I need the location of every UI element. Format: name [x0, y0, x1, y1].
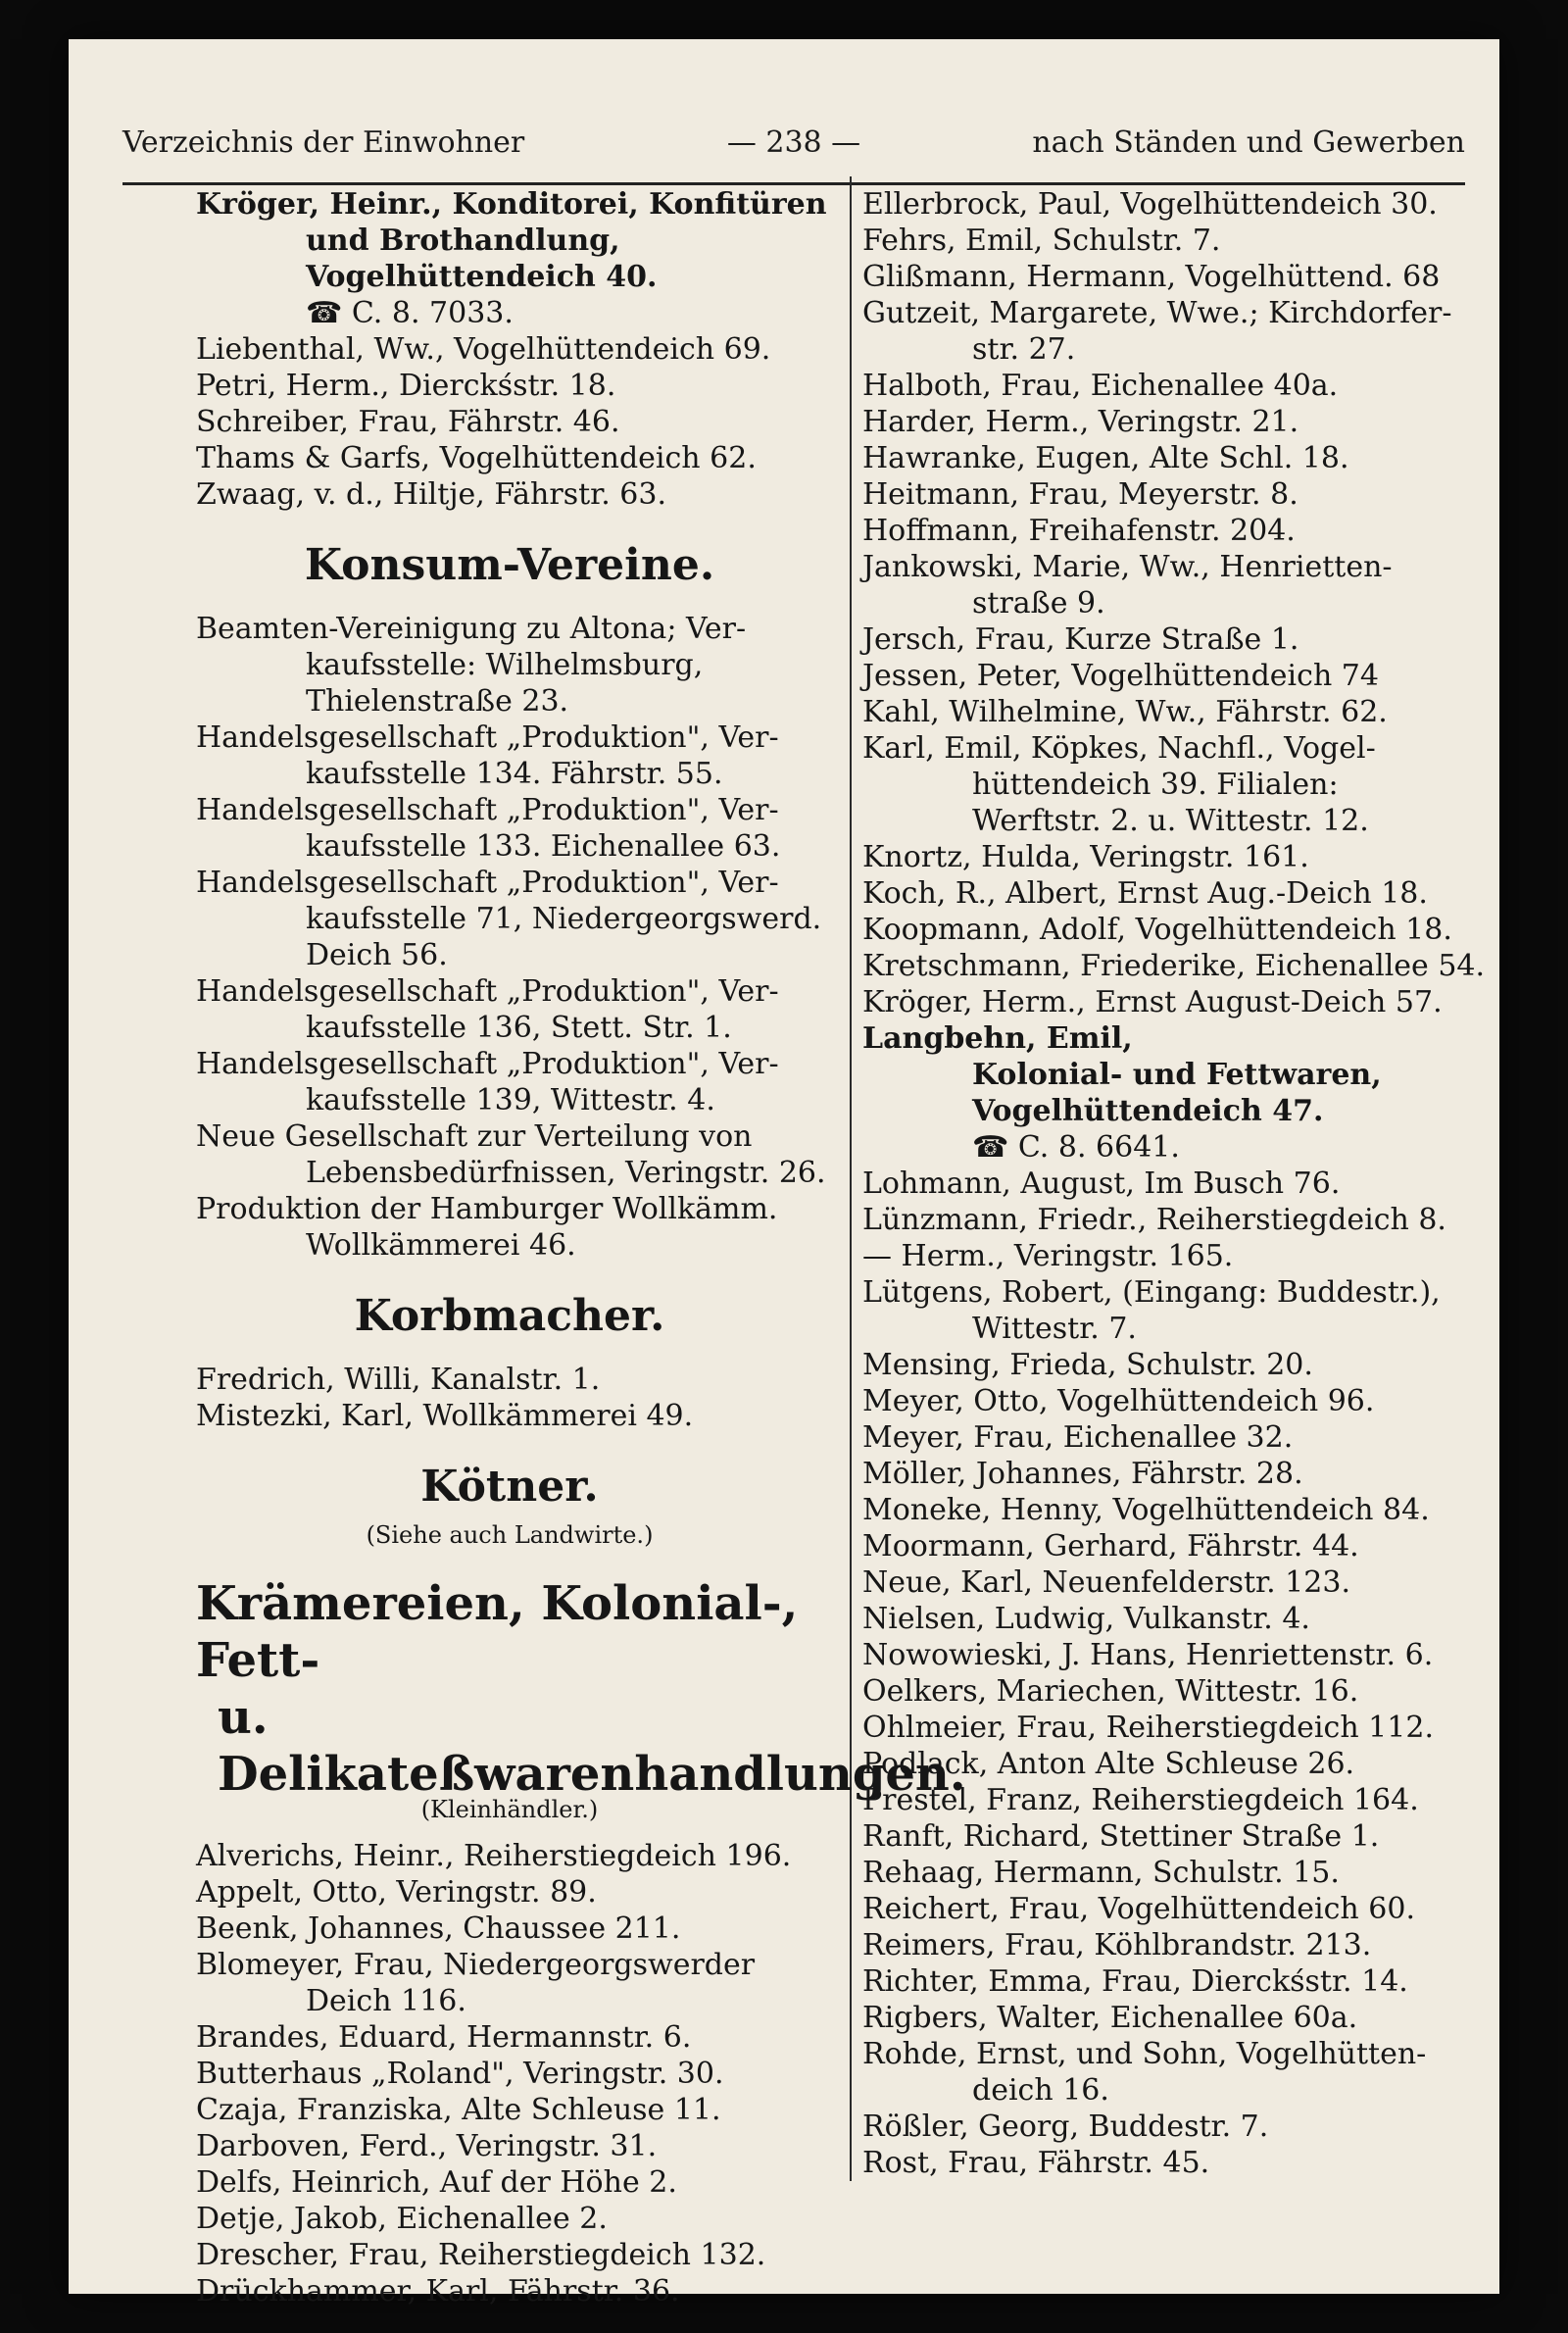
entry-line: Handelsgesellschaft „Produktion", Ver-	[196, 720, 779, 755]
entry-line: Podlack, Anton Alte Schleuse 26.	[862, 1747, 1355, 1781]
entry-line: Liebenthal, Ww., Vogelhüttendeich 69.	[196, 332, 771, 367]
entry-line: Reichert, Frau, Vogelhüttendeich 60.	[862, 1892, 1415, 1926]
entry-line: Beamten-Vereinigung zu Altona; Ver-	[196, 612, 747, 646]
entry-line: Rößler, Georg, Buddestr. 7.	[862, 2110, 1269, 2144]
entry-line: Ohlmeier, Frau, Reiherstiegdeich 112.	[862, 1711, 1434, 1745]
directory-entry	[862, 1166, 1475, 1202]
entry-line: Blomeyer, Frau, Niedergeorgswerder	[196, 1948, 756, 1982]
entry-line: Neue Gesellschaft zur Verteilung von	[196, 1119, 753, 1154]
entry-line: Karl, Emil, Köpkes, Nachfl., Vogel-	[862, 731, 1376, 766]
directory-entry	[862, 1347, 1475, 1383]
entry-line: Lütgens, Robert, (Eingang: Buddestr.),	[862, 1275, 1441, 1310]
entry-line: Richter, Emma, Frau, Dierckśstr. 14.	[862, 1964, 1408, 1999]
entry-line: Werftstr. 2. u. Wittestr. 12.	[972, 804, 1369, 838]
directory-entry	[862, 223, 1475, 259]
entry-line: Schreiber, Frau, Fährstr. 46.	[196, 405, 620, 439]
section-note: (Kleinhändler.)	[420, 1796, 599, 1823]
entry-line: Rigbers, Walter, Eichenallee 60a.	[862, 2001, 1358, 2035]
directory-entry	[862, 1202, 1475, 1238]
directory-entry	[862, 404, 1475, 440]
directory-entry	[862, 730, 1475, 839]
entry-line: Halboth, Frau, Eichenallee 40a.	[862, 369, 1339, 403]
advert-entry	[196, 186, 827, 295]
section-heading-line: Krämereien, Kolonial-, Fett-	[196, 1576, 799, 1688]
entry-line: Kröger, Herm., Ernst August-Deich 57.	[862, 985, 1443, 1019]
directory-entry	[862, 440, 1475, 476]
directory-entry	[196, 2092, 823, 2128]
entry-line: — Herm., Veringstr. 165.	[862, 1239, 1234, 1273]
right-column	[862, 186, 1486, 2181]
entry-line: Harder, Herm., Veringstr. 21.	[862, 405, 1299, 439]
entry-line: Nowowieski, J. Hans, Henriettenstr. 6.	[862, 1638, 1434, 1672]
entry-line: Fredrich, Willi, Kanalstr. 1.	[196, 1363, 601, 1397]
entry-line: Ranft, Richard, Stettiner Straße 1.	[862, 1819, 1380, 1854]
entry-line: Möller, Johannes, Fährstr. 28.	[862, 1457, 1303, 1491]
directory-entry	[862, 1782, 1475, 1818]
section-heading-line: u. Delikateßwarenhandlungen.	[218, 1690, 966, 1802]
entry-line: Kröger, Heinr., Konditorei, Konfitüren	[196, 187, 827, 222]
entry-line: Hoffmann, Freihafenstr. 204.	[862, 514, 1296, 548]
entry-line: Hawranke, Eugen, Alte Schl. 18.	[862, 441, 1349, 475]
directory-entry	[862, 1963, 1475, 2000]
entry-line: Jersch, Frau, Kurze Straße 1.	[862, 622, 1299, 657]
section-heading: Konsum-Vereine.	[304, 540, 715, 590]
directory-entry	[196, 404, 823, 440]
entry-line: Rohde, Ernst, und Sohn, Vogelhütten-	[862, 2037, 1427, 2071]
entry-line: Butterhaus „Roland", Veringstr. 30.	[196, 2057, 724, 2091]
entry-line: Ellerbrock, Paul, Vogelhüttendeich 30.	[862, 187, 1438, 222]
entry-line: kaufsstelle 71, Niedergeorgswerd.	[306, 902, 822, 936]
entry-line: Darboven, Ferd., Veringstr. 31.	[196, 2129, 658, 2163]
directory-entry	[862, 1419, 1475, 1456]
directory-entry	[196, 2201, 823, 2237]
entry-line: Jessen, Peter, Vogelhüttendeich 74	[862, 659, 1379, 693]
header-left: Verzeichnis der Einwohner	[122, 125, 525, 160]
entry-line: Kolonial- und Fettwaren,	[972, 1058, 1382, 1092]
entry-line: kaufsstelle 133. Eichenallee 63.	[306, 829, 781, 864]
entry-line: Petri, Herm., Dierckśstr. 18.	[196, 369, 616, 403]
directory-entry	[196, 1191, 823, 1264]
directory-entry	[862, 875, 1475, 912]
entry-line: Drückhammer, Karl, Fährstr. 36.	[196, 2274, 680, 2308]
directory-entry	[862, 1746, 1475, 1782]
directory-entry	[862, 476, 1475, 513]
entry-line: kaufsstelle: Wilhelmsburg,	[306, 648, 704, 682]
directory-entry	[862, 549, 1475, 621]
directory-entry	[862, 1710, 1475, 1746]
directory-entry	[196, 1046, 823, 1118]
entry-line: kaufsstelle 139, Wittestr. 4.	[306, 1083, 715, 1117]
section-heading	[196, 1575, 966, 1803]
advert-entry	[862, 1020, 1475, 1129]
directory-entry	[196, 2237, 823, 2273]
entry-line: Koopmann, Adolf, Vogelhüttendeich 18.	[862, 913, 1452, 947]
directory-entry	[862, 839, 1475, 875]
entry-line: ☎ C. 8. 6641.	[972, 1130, 1180, 1165]
entry-line: Langbehn, Emil,	[862, 1021, 1133, 1056]
directory-entry	[862, 1927, 1475, 1963]
entry-line: Vogelhüttendeich 47.	[972, 1094, 1324, 1128]
entry-line: Knortz, Hulda, Veringstr. 161.	[862, 840, 1309, 874]
directory-entry	[862, 1274, 1475, 1347]
entry-line: Drescher, Frau, Reiherstiegdeich 132.	[196, 2238, 766, 2272]
directory-entry	[196, 2019, 823, 2056]
directory-entry	[196, 1874, 823, 1911]
directory-entry	[196, 611, 823, 720]
section-heading: Korbmacher.	[354, 1291, 665, 1341]
directory-entry	[862, 513, 1475, 549]
directory-entry	[196, 792, 823, 865]
entry-line: ☎ C. 8. 7033.	[306, 296, 514, 330]
entry-line: Produktion der Hamburger Wollkämm.	[196, 1192, 778, 1226]
entry-line: Wollkämmerei 46.	[306, 1228, 576, 1263]
directory-entry	[196, 720, 823, 792]
entry-line: Lünzmann, Friedr., Reiherstiegdeich 8.	[862, 1203, 1446, 1237]
left-column	[196, 186, 966, 2309]
directory-entry	[862, 658, 1475, 694]
entry-line: Detje, Jakob, Eichenallee 2.	[196, 2202, 608, 2236]
entry-line: Rost, Frau, Fährstr. 45.	[862, 2146, 1210, 2180]
directory-entry	[196, 2056, 823, 2092]
directory-entry	[862, 2000, 1475, 2036]
entry-line: Wittestr. 7.	[972, 1312, 1137, 1346]
directory-entry	[862, 1855, 1475, 1891]
entry-line: Delfs, Heinrich, Auf der Höhe 2.	[196, 2165, 677, 2200]
entry-line: Kretschmann, Friederike, Eichenallee 54.	[862, 949, 1486, 983]
directory-entry	[196, 368, 823, 404]
directory-entry	[862, 1564, 1475, 1601]
entry-line: Handelsgesellschaft „Produktion", Ver-	[196, 1047, 779, 1081]
entry-line: Brandes, Eduard, Hermannstr. 6.	[196, 2020, 692, 2055]
entry-line: Lohmann, August, Im Busch 76.	[862, 1166, 1341, 1201]
directory-entry	[862, 1383, 1475, 1419]
entry-line: Thielenstraße 23.	[306, 684, 569, 719]
entry-line: straße 9.	[972, 586, 1105, 620]
entry-line: Reimers, Frau, Köhlbrandstr. 213.	[862, 1928, 1372, 1962]
entry-line: Koch, R., Albert, Ernst Aug.-Deich 18.	[862, 876, 1428, 911]
directory-entry	[862, 2109, 1475, 2145]
directory-entry	[862, 694, 1475, 730]
directory-entry	[862, 1456, 1475, 1492]
entry-line: Handelsgesellschaft „Produktion", Ver-	[196, 793, 779, 827]
directory-entry	[862, 1891, 1475, 1927]
entry-line: Oelkers, Mariechen, Wittestr. 16.	[862, 1674, 1359, 1709]
entry-line: Rehaag, Hermann, Schulstr. 15.	[862, 1856, 1340, 1890]
directory-entry	[196, 1947, 823, 2019]
header-rule	[122, 182, 1465, 185]
entry-line: kaufsstelle 134. Fährstr. 55.	[306, 757, 723, 791]
directory-entry	[862, 621, 1475, 658]
section-note: (Siehe auch Landwirte.)	[366, 1521, 654, 1549]
directory-entry	[196, 1362, 823, 1398]
entry-line: Deich 116.	[306, 1984, 466, 2018]
directory-entry	[196, 440, 823, 476]
entry-line: Deich 56.	[306, 938, 448, 972]
entry-line: Lebensbedürfnissen, Veringstr. 26.	[306, 1156, 826, 1190]
entry-line: Mistezki, Karl, Wollkämmerei 49.	[196, 1399, 694, 1433]
entry-line: Prestel, Franz, Reiherstiegdeich 164.	[862, 1783, 1419, 1817]
directory-entry	[862, 295, 1475, 368]
entry-line: Gutzeit, Margarete, Wwe.; Kirchdorfer-	[862, 296, 1452, 330]
directory-entry	[862, 368, 1475, 404]
entry-line: und Brothandlung,	[306, 223, 620, 258]
entry-line: Vogelhüttendeich 40.	[306, 260, 658, 294]
directory-entry	[862, 1238, 1475, 1274]
entry-line: kaufsstelle 136, Stett. Str. 1.	[306, 1011, 732, 1045]
directory-entry	[862, 1492, 1475, 1528]
directory-entry	[196, 2164, 823, 2201]
entry-line: Handelsgesellschaft „Produktion", Ver-	[196, 866, 779, 900]
directory-entry	[196, 865, 823, 973]
entry-line: Moormann, Gerhard, Fährstr. 44.	[862, 1529, 1359, 1564]
directory-entry	[196, 331, 823, 368]
section-heading: Kötner.	[420, 1462, 599, 1512]
directory-entry	[862, 1818, 1475, 1855]
entry-line: Czaja, Franziska, Alte Schleuse 11.	[196, 2093, 721, 2127]
entry-line: Mensing, Frieda, Schulstr. 20.	[862, 1348, 1313, 1382]
entry-line: Kahl, Wilhelmine, Ww., Fährstr. 62.	[862, 695, 1388, 729]
directory-entry	[862, 186, 1475, 223]
directory-entry	[196, 973, 823, 1046]
entry-line: Neue, Karl, Neuenfelderstr. 123.	[862, 1565, 1350, 1600]
entry-line: deich 16.	[972, 2073, 1109, 2108]
directory-entry	[196, 1838, 823, 1874]
directory-entry	[862, 984, 1475, 1020]
directory-entry	[862, 1528, 1475, 1564]
running-header	[122, 125, 1465, 174]
directory-entry	[196, 1118, 826, 1191]
entry-line: Zwaag, v. d., Hiltje, Fährstr. 63.	[196, 477, 666, 512]
directory-entry	[862, 1601, 1475, 1637]
entry-line: Handelsgesellschaft „Produktion", Ver-	[196, 974, 779, 1009]
directory-entry	[862, 1673, 1475, 1710]
directory-entry	[862, 912, 1475, 948]
directory-entry	[196, 476, 823, 513]
directory-entry	[862, 1637, 1475, 1673]
directory-entry	[862, 1129, 1475, 1166]
entry-line: Thams & Garfs, Vogelhüttendeich 62.	[196, 441, 757, 475]
directory-entry	[862, 948, 1486, 984]
entry-line: Fehrs, Emil, Schulstr. 7.	[862, 223, 1221, 258]
entry-line: Appelt, Otto, Veringstr. 89.	[196, 1875, 597, 1910]
column-divider	[850, 176, 852, 2181]
directory-entry	[196, 295, 823, 331]
page-number: — 238 —	[726, 125, 861, 160]
directory-entry	[862, 2145, 1475, 2181]
header-right: nach Ständen und Gewerben	[1032, 125, 1465, 160]
entry-line: hüttendeich 39. Filialen:	[972, 768, 1339, 802]
entry-line: Heitmann, Frau, Meyerstr. 8.	[862, 477, 1298, 512]
directory-entry	[862, 2036, 1475, 2109]
entry-line: Moneke, Henny, Vogelhüttendeich 84.	[862, 1493, 1430, 1527]
directory-entry	[196, 1398, 823, 1434]
directory-entry	[196, 2273, 823, 2309]
directory-entry	[862, 259, 1475, 295]
entry-line: Beenk, Johannes, Chaussee 211.	[196, 1911, 681, 1946]
entry-line: str. 27.	[972, 332, 1076, 367]
directory-entry	[196, 1911, 823, 1947]
directory-entry	[196, 2128, 823, 2164]
entry-line: Meyer, Otto, Vogelhüttendeich 96.	[862, 1384, 1375, 1418]
entry-line: Alverichs, Heinr., Reiherstiegdeich 196.	[196, 1839, 792, 1873]
entry-line: Jankowski, Marie, Ww., Henrietten-	[862, 550, 1393, 584]
entry-line: Glißmann, Hermann, Vogelhüttend. 68	[862, 260, 1441, 294]
entry-line: Nielsen, Ludwig, Vulkanstr. 4.	[862, 1602, 1310, 1636]
entry-line: Meyer, Frau, Eichenallee 32.	[862, 1420, 1294, 1455]
